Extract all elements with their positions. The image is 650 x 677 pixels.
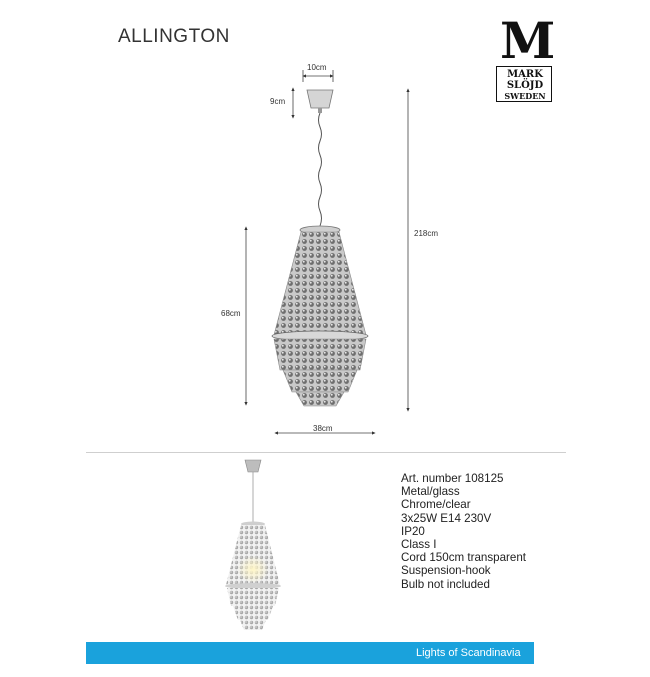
logo-line-sweden: SWEDEN [504, 91, 546, 101]
spec-bulb: Bulb not included [401, 577, 490, 591]
footer-text: Lights of Scandinavia [416, 647, 521, 659]
spec-finish: Chrome/clear [401, 498, 471, 512]
spec-art-number: Art. number 108125 [401, 472, 504, 485]
dim-canopy-height: 9cm [270, 97, 286, 106]
section-divider [86, 452, 566, 453]
spec-material: Metal/glass [401, 485, 460, 499]
logo-line-mark: MARK [507, 69, 543, 80]
dim-body-height: 68cm [221, 309, 241, 318]
product-photo [224, 460, 284, 640]
logo-letter: M [500, 11, 556, 70]
spec-class: Class I [401, 538, 437, 552]
logo-line-slojd: SLÖJD [506, 80, 544, 91]
spec-suspension: Suspension-hook [401, 564, 491, 578]
spec-ip-rating: IP20 [401, 524, 425, 538]
spec-list [401, 472, 526, 591]
spec-power: 3x25W E14 230V [401, 511, 492, 525]
footer-bar [86, 642, 534, 664]
spec-cord: Cord 150cm transparent [401, 551, 527, 565]
product-title: ALLINGTON [118, 26, 230, 47]
dim-diameter: 38cm [313, 424, 333, 433]
dim-canopy-width: 10cm [307, 63, 327, 72]
dim-total-height: 218cm [414, 229, 439, 238]
